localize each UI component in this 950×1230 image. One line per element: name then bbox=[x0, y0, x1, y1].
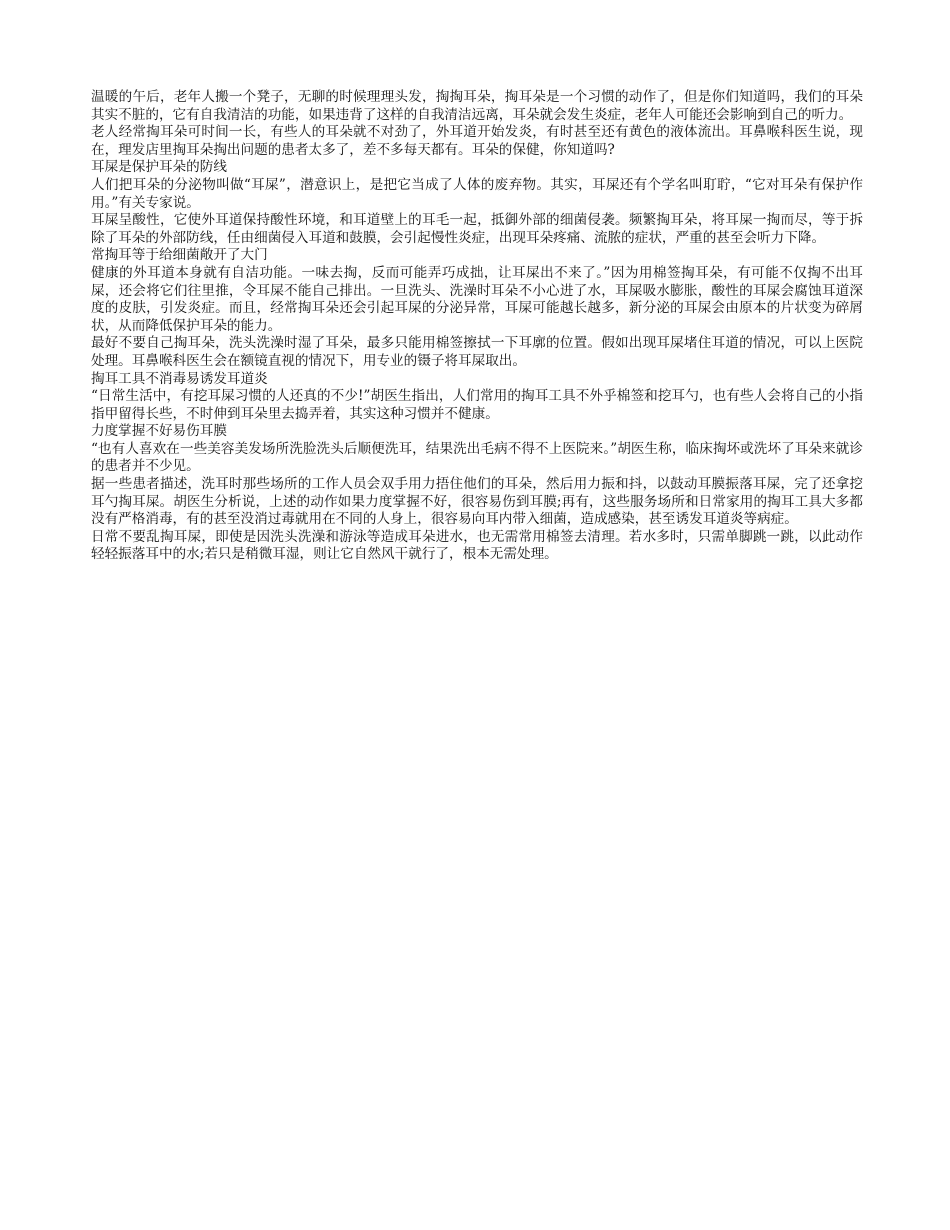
paragraph-earwax-name: 人们把耳朵的分泌物叫做“耳屎”，潜意识上，是把它当成了人体的废弃物。其实，耳屎还有个学名叫耵聍，“它对耳朵有保护作用。”有关专家说。 bbox=[91, 176, 863, 211]
paragraph-salon-washing: “也有人喜欢在一些美容美发场所洗脸洗头后顺便洗耳，结果洗出毛病不得不上医院来。”胡医生称，临床掏坏或洗坏了耳朵来就诊的患者并不少见。 bbox=[91, 440, 863, 475]
heading-eardrum-injury: 力度掌握不好易伤耳膜 bbox=[91, 423, 227, 440]
document-body bbox=[91, 89, 863, 564]
paragraph-ear-problems: 老人经常掏耳朵可时间一长，有些人的耳朵就不对劲了，外耳道开始发炎，有时甚至还有黄色的液体流出。耳鼻喉科医生说，现在，理发店里掏耳朵掏出问题的患者太多了，差不多每天都有。耳朵的保健，你知道吗? bbox=[91, 124, 863, 158]
paragraph-intro: 温暖的午后，老年人搬一个凳子，无聊的时候理理头发，掏掏耳朵，掏耳朵是一个习惯的动作了，但是你们知道吗，我们的耳朵其实不脏的，它有自我清洁的功能，如果违背了这样的自我清洁远离，耳朵就会发生炎症，老年人可能还会影响到自己的听力。 bbox=[91, 89, 863, 123]
paragraph-daily-advice: 日常不要乱掏耳屎，即使是因洗头洗澡和游泳等造成耳朵进水，也无需常用棉签去清理。若水多时，只需单脚跳一跳，以此动作轻轻振落耳中的水;若只是稍微耳湿，则让它自然风干就行了，根本无需处理。 bbox=[91, 528, 863, 563]
heading-tool-disinfection: 掏耳工具不消毒易诱发耳道炎 bbox=[91, 370, 268, 387]
heading-earwax-defense: 耳屎是保护耳朵的防线 bbox=[91, 159, 227, 176]
paragraph-see-doctor: 最好不要自己掏耳朵，洗头洗澡时湿了耳朵，最多只能用棉签擦拭一下耳廓的位置。假如出现耳屎堵住耳道的情况，可以上医院处理。耳鼻喉科医生会在额镜直视的情况下，用专业的镊子将耳屎取出。 bbox=[91, 335, 863, 369]
paragraph-self-cleaning: 健康的外耳道本身就有自洁功能。一味去掏，反而可能弄巧成拙，让耳屎出不来了。”因为用棉签掏耳朵，有可能不仅掏不出耳屎，还会将它们往里推，令耳屎不能自己排出。一旦洗头、洗澡时耳朵不小心进了水，耳屎吸水膨胀，酸性的耳屎会腐蚀耳道深度的皮肤，引发炎症。而且，经常掏耳朵还会引起耳屎的分泌异常，耳屎可能越长越多，新分泌的耳屎会由原本的片状变为碎屑状，从而降低保护耳朵的能力。 bbox=[91, 264, 863, 334]
paragraph-patient-accounts: 据一些患者描述，洗耳时那些场所的工作人员会双手用力捂住他们的耳朵，然后用力振和抖，以鼓动耳膜振落耳屎，完了还拿挖耳勺掏耳屎。胡医生分析说，上述的动作如果力度掌握不好，很容易伤到耳膜;再有，这些服务场所和日常家用的掏耳工具大多都没有严格消毒，有的甚至没消过毒就用在不同的人身上，很容易向耳内带入细菌，造成感染，甚至诱发耳道炎等病症。 bbox=[91, 476, 863, 528]
heading-bacteria-door: 常掏耳等于给细菌敞开了大门 bbox=[91, 247, 268, 264]
paragraph-earwax-acidic: 耳屎呈酸性，它使外耳道保持酸性环境，和耳道壁上的耳毛一起，抵御外部的细菌侵袭。频繁掏耳朵，将耳屎一掏而尽，等于拆除了耳朵的外部防线，任由细菌侵入耳道和鼓膜，会引起慢性炎症，出现耳朵疼痛、流脓的症状，严重的甚至会听力下降。 bbox=[91, 212, 863, 246]
paragraph-tools: “日常生活中，有挖耳屎习惯的人还真的不少!”胡医生指出，人们常用的掏耳工具不外乎棉签和挖耳勺，也有些人会将自己的小指指甲留得长些，不时伸到耳朵里去捣弄着，其实这种习惯并不健康。 bbox=[91, 388, 863, 422]
